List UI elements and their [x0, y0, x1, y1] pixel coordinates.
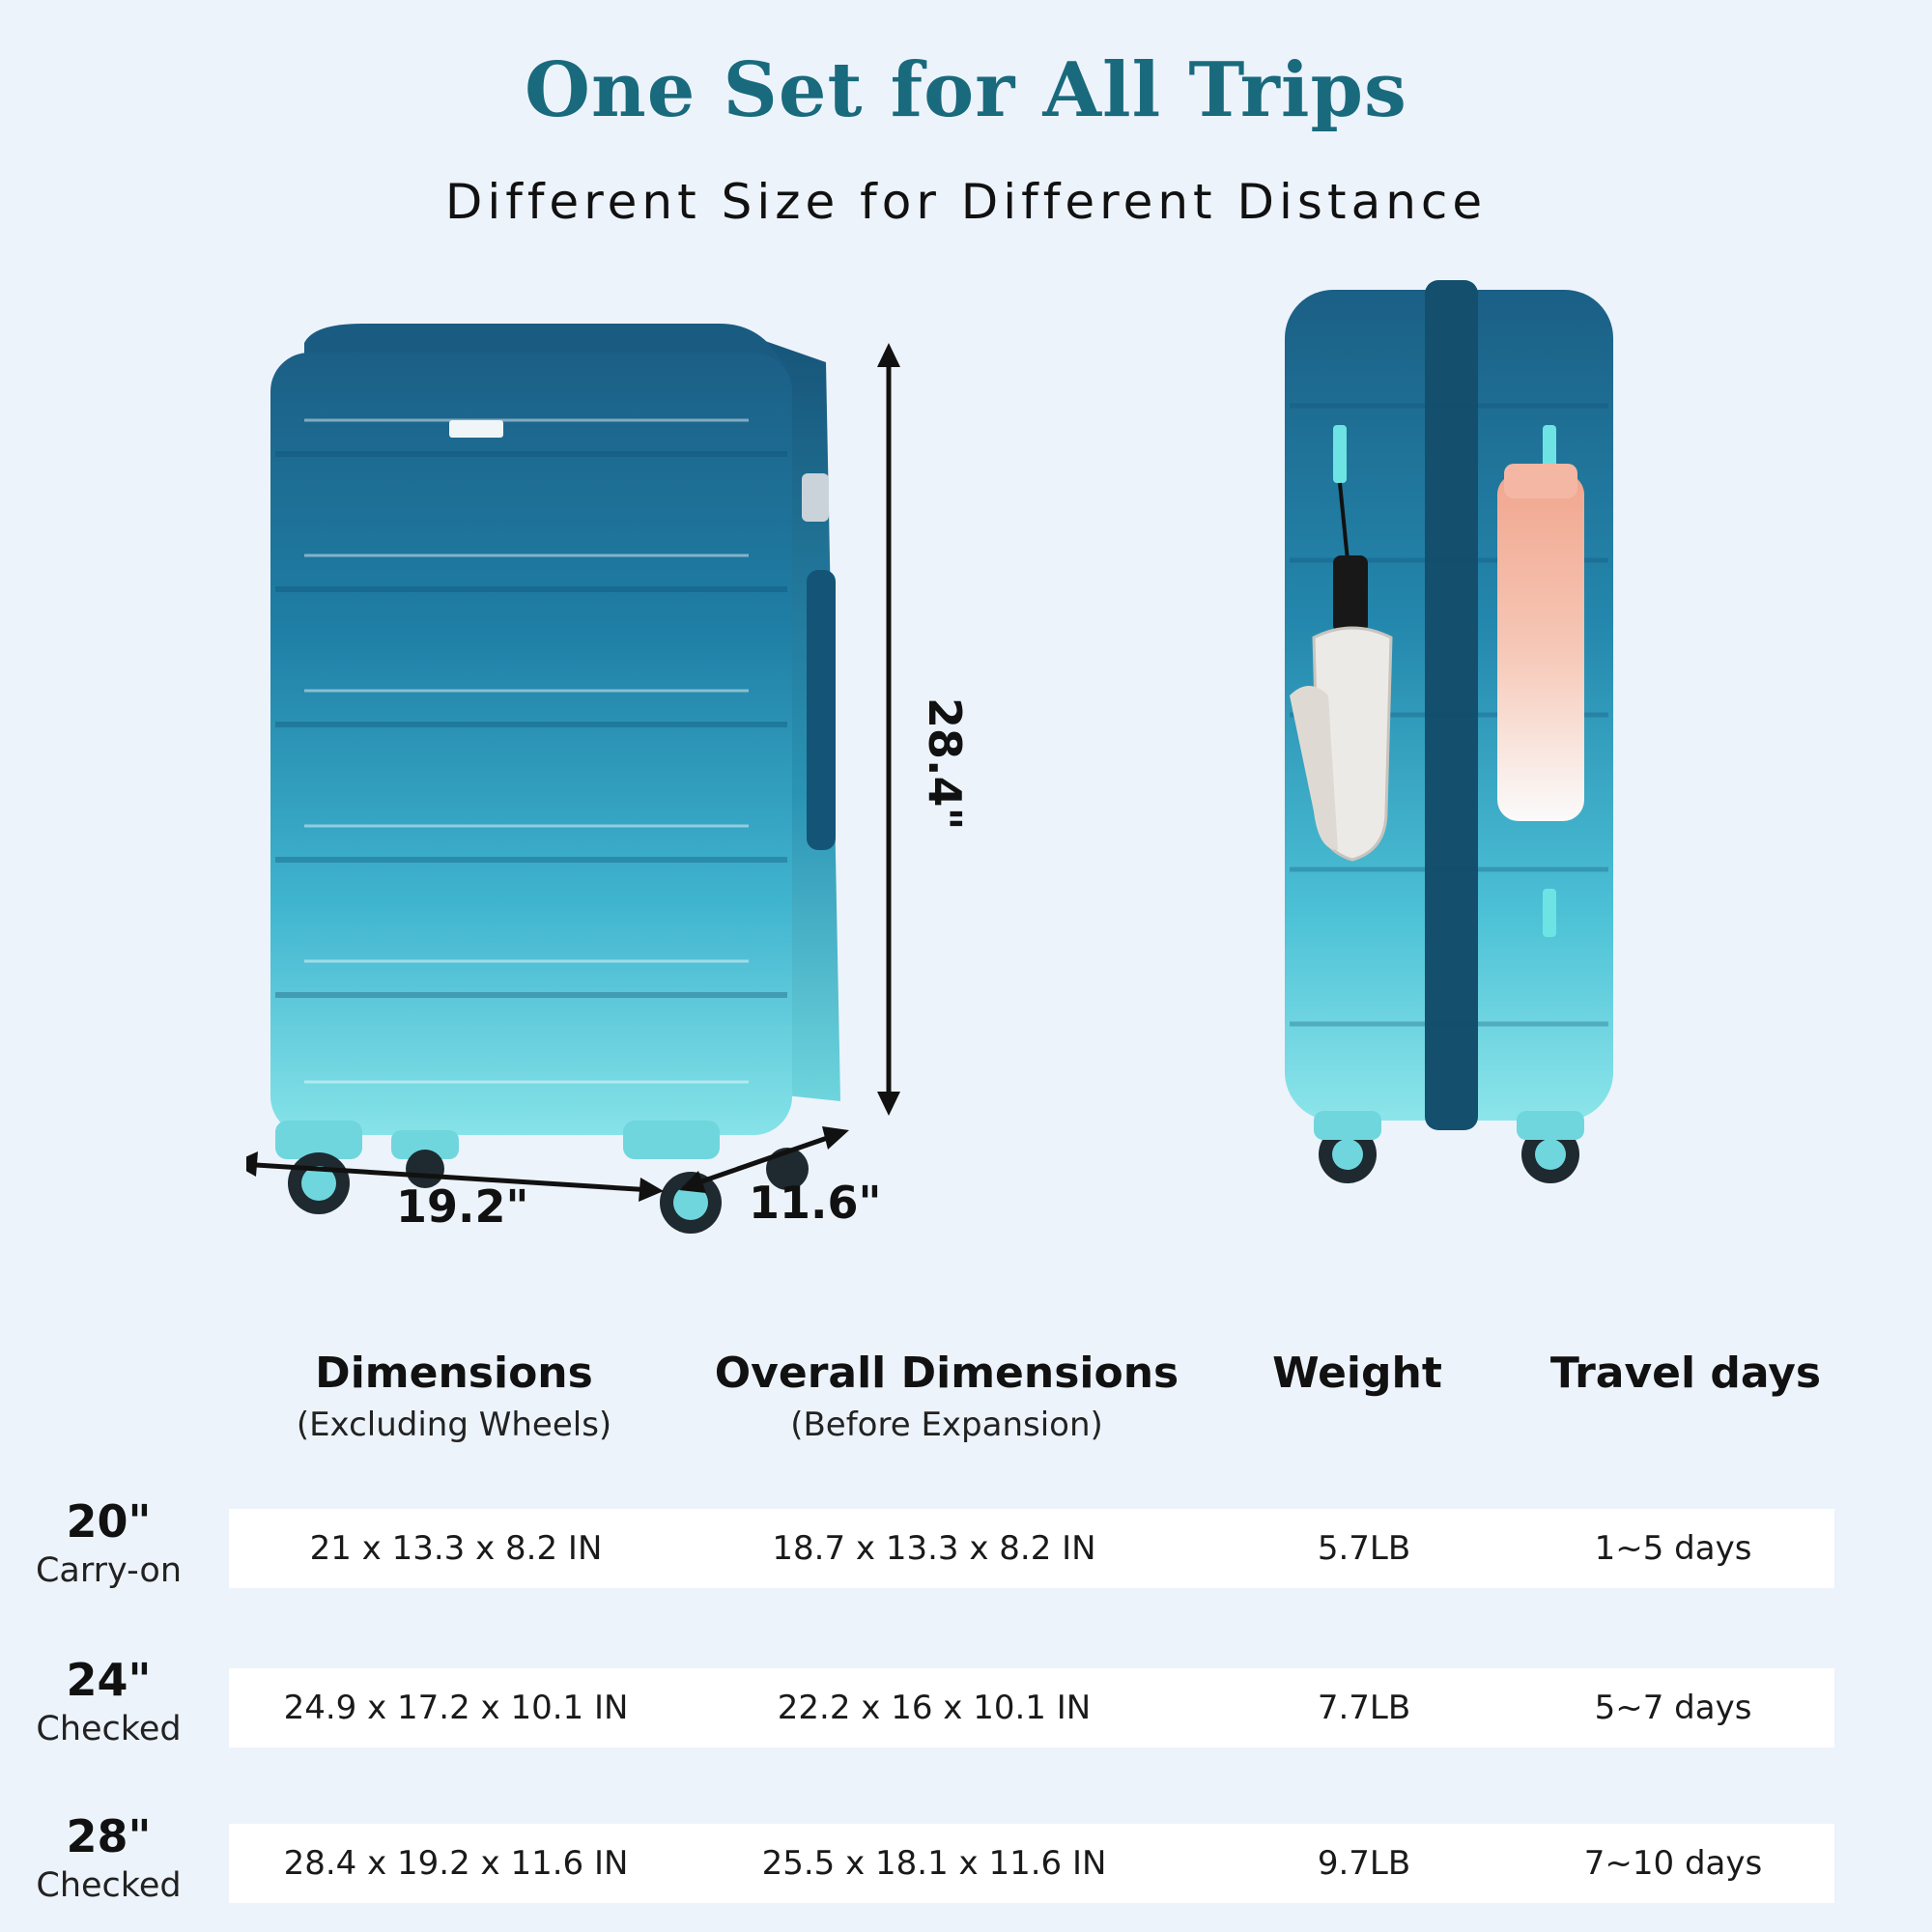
column-header-title: Weight — [1272, 1349, 1442, 1398]
column-header-note: (Excluding Wheels) — [296, 1406, 612, 1444]
dimensions-cell: 21 x 13.3 x 8.2 IN — [309, 1529, 603, 1568]
column-header-note: (Before Expansion) — [790, 1406, 1103, 1444]
column-header-weight — [1246, 1349, 1468, 1398]
overall-dimensions-cell: 25.5 x 18.1 x 11.6 IN — [761, 1844, 1107, 1883]
dimensions-cell: 28.4 x 19.2 x 11.6 IN — [283, 1844, 629, 1883]
travel-days-cell: 5~7 days — [1594, 1689, 1752, 1727]
width-measurement: 19.2" — [396, 1180, 529, 1233]
size-type: Checked — [36, 1710, 182, 1748]
overall-dimensions-cell: 18.7 x 13.3 x 8.2 IN — [772, 1529, 1096, 1568]
weight-cell: 5.7LB — [1317, 1529, 1411, 1568]
table-row — [229, 1824, 1834, 1903]
table-row — [229, 1668, 1834, 1747]
height-measurement: 28.4" — [919, 697, 971, 831]
overall-dimensions-cell: 22.2 x 16 x 10.1 IN — [777, 1689, 1092, 1727]
size-inches: 24" — [66, 1654, 152, 1706]
column-header-overall-dimensions — [705, 1349, 1188, 1444]
table-row — [229, 1509, 1834, 1588]
weight-cell: 9.7LB — [1317, 1844, 1411, 1883]
size-type: Checked — [36, 1866, 182, 1905]
suitcase-side-image — [1193, 270, 1773, 1236]
weight-cell: 7.7LB — [1317, 1689, 1411, 1727]
travel-days-cell: 7~10 days — [1583, 1844, 1763, 1883]
depth-measurement: 11.6" — [749, 1177, 882, 1229]
suitcase-front-image — [246, 309, 903, 1275]
column-header-title: Overall Dimensions — [714, 1349, 1179, 1398]
size-type: Carry-on — [35, 1551, 183, 1590]
size-label-28 — [0, 1810, 217, 1905]
size-inches: 28" — [66, 1810, 152, 1862]
column-header-title: Travel days — [1549, 1349, 1822, 1398]
page-subtitle: Different Size for Different Distance — [444, 174, 1488, 230]
dimensions-cell: 24.9 x 17.2 x 10.1 IN — [283, 1689, 629, 1727]
column-header-travel-days — [1526, 1349, 1845, 1398]
size-label-20 — [0, 1495, 217, 1590]
page-title: One Set for All Trips — [525, 46, 1407, 134]
column-header-title: Dimensions — [315, 1349, 593, 1398]
size-inches: 20" — [66, 1495, 152, 1548]
size-label-24 — [0, 1654, 217, 1748]
column-header-dimensions — [261, 1349, 647, 1444]
travel-days-cell: 1~5 days — [1594, 1529, 1752, 1568]
